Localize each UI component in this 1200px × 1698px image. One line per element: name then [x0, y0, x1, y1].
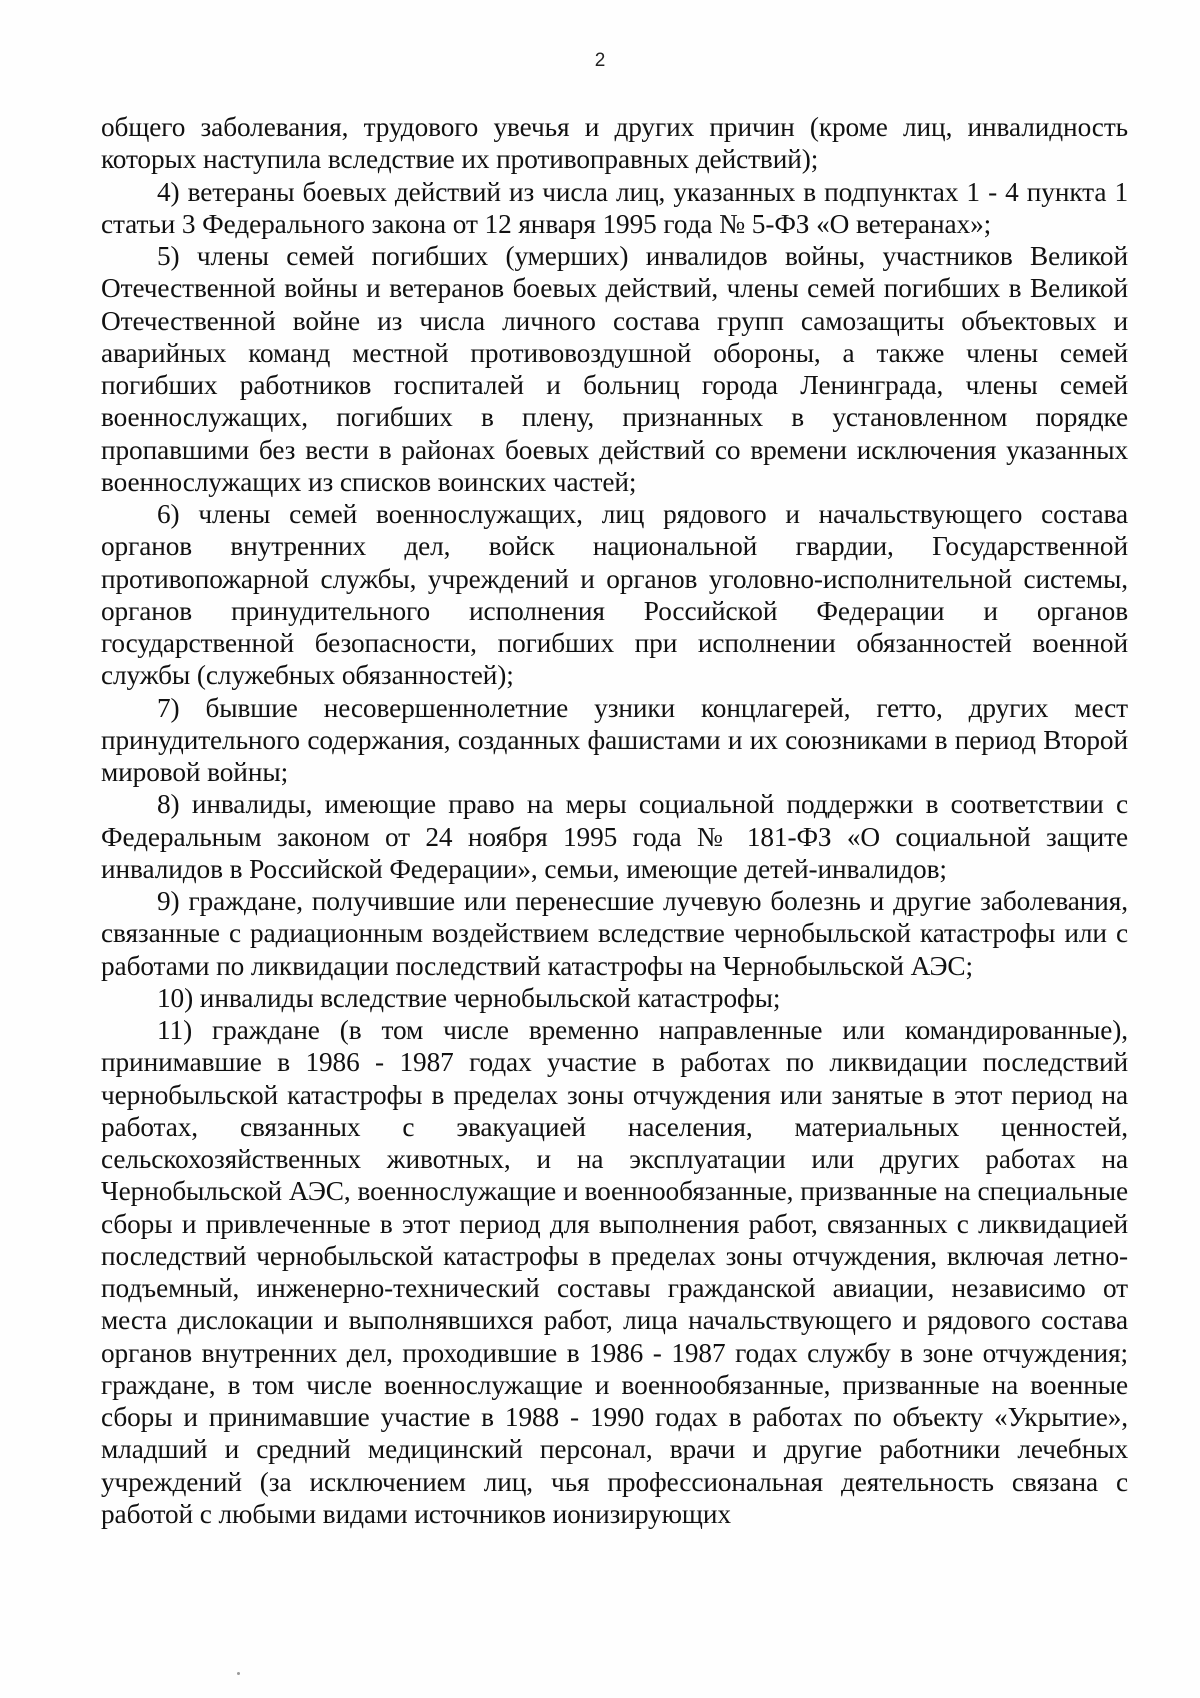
scan-speck	[237, 1672, 240, 1675]
list-item-7: 7) бывшие несовершеннолетние узники концлагерей, гетто, других мест принудительного содержания, созданных фашистами и их союзниками в период Второй мировой войны;	[101, 692, 1128, 787]
document-body	[101, 111, 1128, 1530]
list-item-8: 8) инвалиды, имеющие право на меры социальной поддержки в соответствии с Федеральным законом от 24 ноября 1995 года № 181-ФЗ «О социальной защите инвалидов в Российской Федерации», семьи, имеющие детей-инвалидов;	[101, 789, 1128, 884]
list-item-6: 6) члены семей военнослужащих, лиц рядового и начальствующего состава органов внутренних дел, войск национальной гвардии, Государственной противопожарной службы, учреждений и органов уголовно-исполнительной системы, органов принудительного исполнения Российской Федерации и органов государственной безопасности, погибших при исполнении обязанностей военной службы (служебных обязанностей);	[101, 499, 1128, 691]
list-item-4: 4) ветераны боевых действий из числа лиц, указанных в подпунктах 1 - 4 пункта 1 статьи 3 Федерального закона от 12 января 1995 года № 5-ФЗ «О ветеранах»;	[101, 176, 1128, 239]
list-item-9: 9) граждане, получившие или перенесшие лучевую болезнь и другие заболевания, связанные с радиационным воздействием вследствие чернобыльской катастрофы или с работами по ликвидации последствий катастрофы на Чернобыльской АЭС;	[101, 886, 1128, 981]
page-number: 2	[594, 50, 606, 71]
paragraph-continuation: общего заболевания, трудового увечья и других причин (кроме лиц, инвалидность которых наступила вследствие их противоправных действий);	[101, 112, 1128, 175]
list-item-5: 5) члены семей погибших (умерших) инвалидов войны, участников Великой Отечественной войны и ветеранов боевых действий, члены семей погибших в Великой Отечественной войне из числа личного состава групп самозащиты объектовых и аварийных команд местной противовоздушной обороны, а также члены семей погибших работников госпиталей и больниц города Ленинграда, члены семей военнослужащих, погибших в плену, признанных в установленном порядке пропавшими без вести в районах боевых действий со времени исключения указанных военнослужащих из списков воинских частей;	[101, 241, 1128, 497]
list-item-11: 11) граждане (в том числе временно направленные или командированные), принимавшие в 1986 - 1987 годах участие в работах по ликвидации последствий чернобыльской катастрофы в пределах зоны отчуждения или занятые в этот период на работах, связанных с эвакуацией населения, материальных ценностей, сельскохозяйственных животных, и на эксплуатации или других работах на Чернобыльской АЭС, военнослужащие и военнообязанные, призванные на специальные сборы и привлеченные в этот период для выполнения работ, связанных с ликвидацией последствий чернобыльской катастрофы в пределах зоны отчуждения, включая летно-подъемный, инженерно-технический составы гражданской авиации, независимо от места дислокации и выполнявшихся работ, лица начальствующего и рядового состава органов внутренних дел, проходившие в 1986 - 1987 годах службу в зоне отчуждения; граждане, в том числе военнослужащие и военнообязанные, призванные на военные сборы и принимавшие участие в 1988 - 1990 годах в работах по объекту «Укрытие», младший и средний медицинский персонал, врачи и другие работники лечебных учреждений (за исключением лиц, чья профессиональная деятельность связана с работой с любыми видами источников ионизирующих	[101, 1015, 1128, 1529]
list-item-10: 10) инвалиды вследствие чернобыльской катастрофы;	[157, 982, 781, 1013]
